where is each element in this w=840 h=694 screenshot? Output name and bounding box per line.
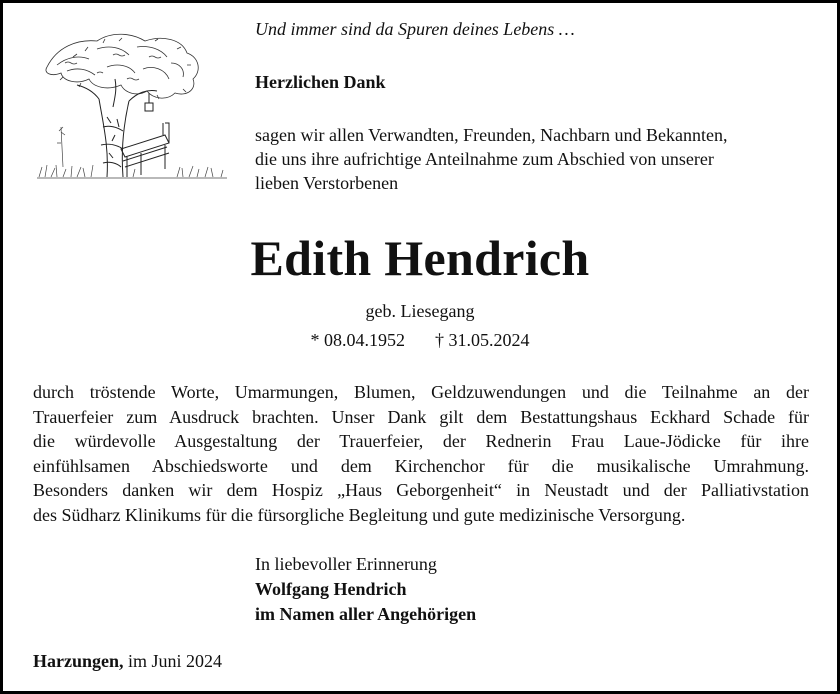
death-date: † 31.05.2024 xyxy=(435,330,530,350)
place-date xyxy=(33,651,222,672)
paragraph-line: die würdevolle Ausgestaltung der Trauerfeier, der Rednerin Frau Laue-Jödicke für ihre xyxy=(33,431,809,451)
paragraph-line: einfühlsamen Abschiedsworte und dem Kirchenchor für die musikalische Umrahmung. xyxy=(33,455,809,476)
thanks-paragraph xyxy=(33,380,809,527)
quote-line: Und immer sind da Spuren deines Lebens … xyxy=(255,19,575,39)
intro-line: die uns ihre aufrichtige Anteilnahme zum Abschied von unserer xyxy=(255,149,714,169)
thanks-title: Herzlichen Dank xyxy=(255,72,386,92)
paragraph-line: durch tröstende Worte, Umarmungen, Blumen, Geldzuwendungen und die Teilnahme an der xyxy=(33,382,809,402)
tree-with-bench-icon xyxy=(37,27,227,179)
signer-name: Wolfgang Hendrich xyxy=(255,579,407,599)
deceased-name: Edith Hendrich xyxy=(250,230,590,286)
paragraph-line: Trauerfeier zum Ausdruck brachten. Unser Dank gilt dem Bestattungshaus Eckhard Schade für xyxy=(33,406,809,427)
paragraph-line: des Südharz Klinikums für die fürsorgliche Begleitung und gute medizinische Versorgung. xyxy=(33,504,686,525)
life-dates xyxy=(3,330,837,351)
intro-line: sagen wir allen Verwandten, Freunden, Nachbarn und Bekannten, xyxy=(255,125,728,145)
intro-line: lieben Verstorbenen xyxy=(255,173,399,193)
birth-date: * 08.04.1952 xyxy=(310,330,405,350)
maiden-name: geb. Liesegang xyxy=(365,301,475,321)
closing-block xyxy=(255,552,476,627)
intro-paragraph xyxy=(255,123,815,195)
paragraph-line: Besonders danken wir dem Hospiz „Haus Geborgenheit“ in Neustadt und der Palliativstation xyxy=(33,480,809,500)
place-name: Harzungen, xyxy=(33,651,124,671)
memory-line: In liebevoller Erinnerung xyxy=(255,554,437,574)
on-behalf-line: im Namen aller Angehörigen xyxy=(255,604,477,624)
publish-date: im Juni 2024 xyxy=(128,651,223,671)
